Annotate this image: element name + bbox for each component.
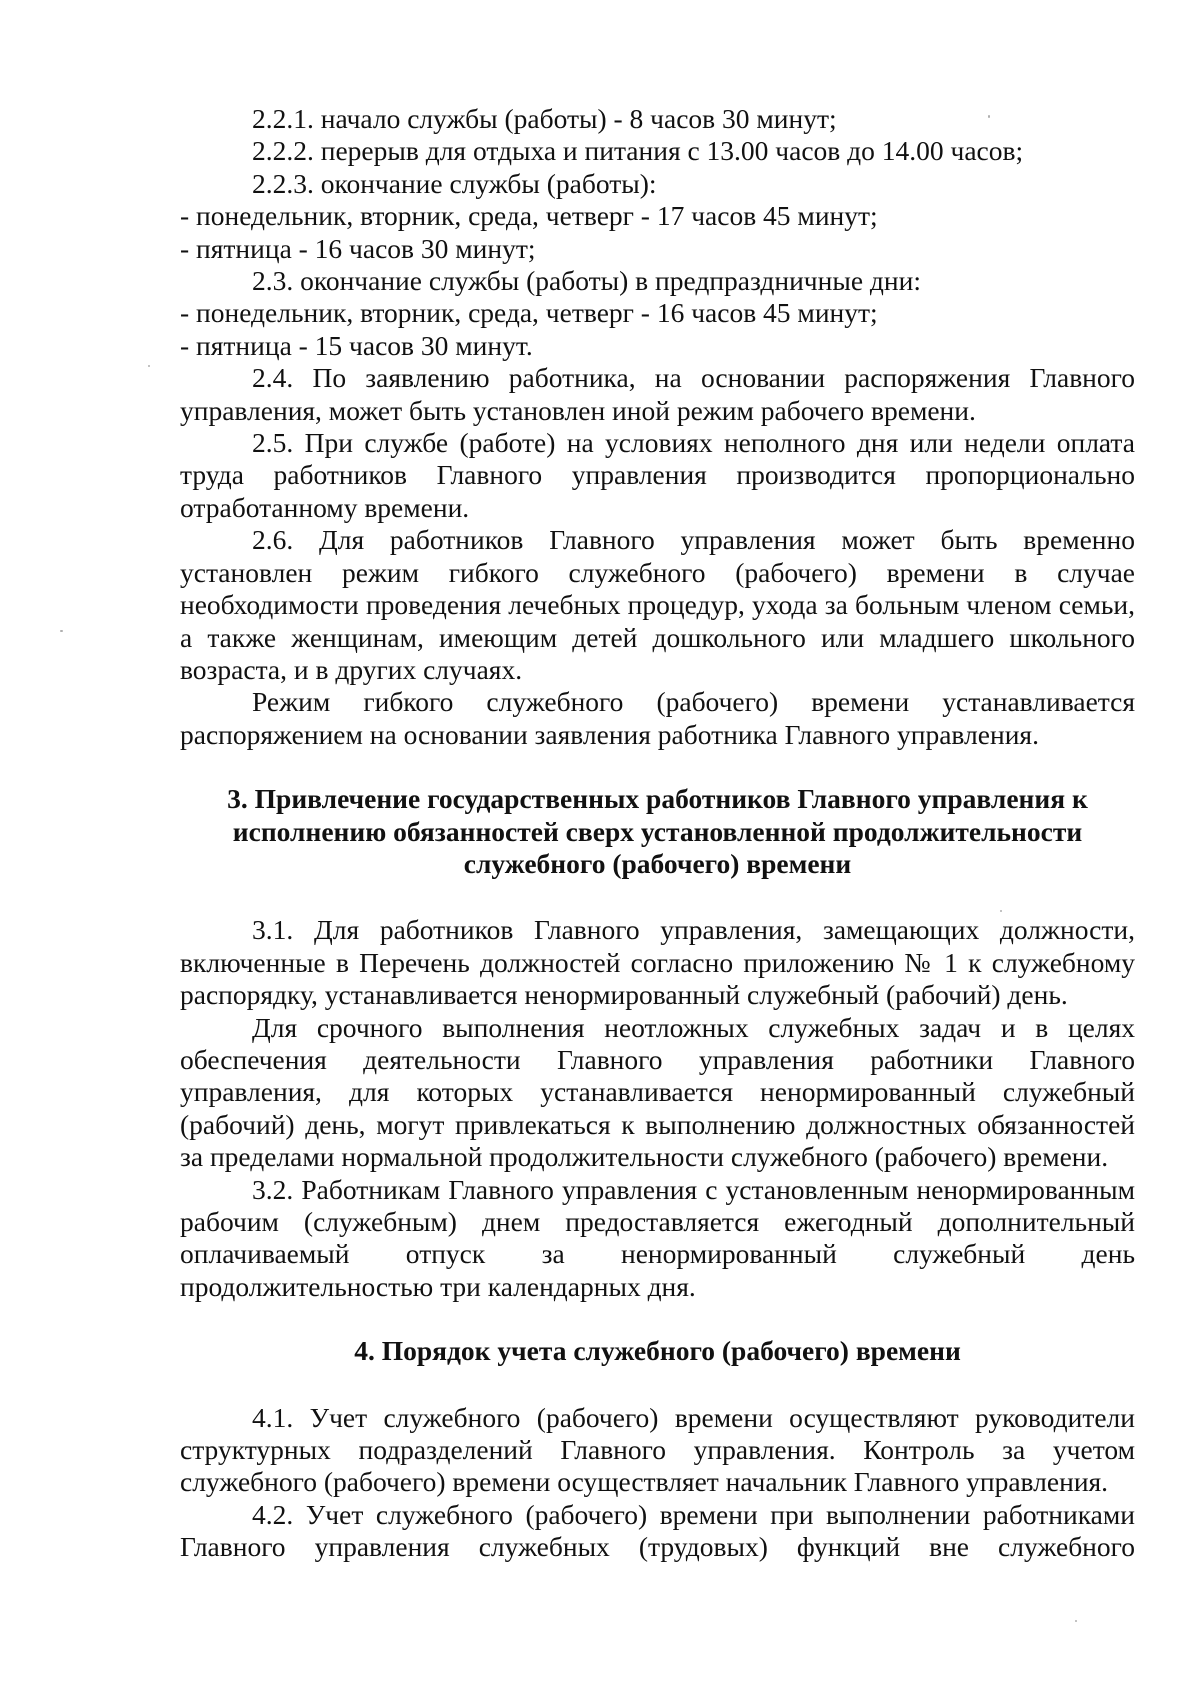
paragraph-3-1: 3.1. Для работников Главного управления, замещающих должности, включенные в Перечень должностей согласно приложению № 1 к служебному распорядку, устанавливается ненормированный служебный (рабочий) день. xyxy=(180,914,1135,1011)
paragraph-3-2: 3.2. Работникам Главного управления с установленным ненормированным рабочим (служебным) днем предоставляется ежегодный дополнительный оплачиваемый отпуск за ненормированный служебный день продолжительностью три календарных дня. xyxy=(180,1173,1135,1302)
scan-speck xyxy=(60,630,63,632)
scan-speck xyxy=(988,115,990,118)
item-2-2-3: 2.2.3. окончание службы (работы): xyxy=(252,167,657,199)
paragraph-2-5: 2.5. При службе (работе) на условиях неполного дня или недели оплата труда работников Главного управления производится пропорционально отработанному времени. xyxy=(180,427,1135,523)
section-3-heading xyxy=(180,783,1135,880)
paragraph-2-6: 2.6. Для работников Главного управления может быть временно установлен режим гибкого служебного (рабочего) времени в случае необходимости проведения лечебных процедур, ухода за больным членом семьи, а также женщинам, имеющим детей дошкольного или младшего школьного возраста, и в других случаях. xyxy=(180,524,1135,685)
spacer xyxy=(180,1368,1135,1402)
scan-speck xyxy=(1075,1620,1077,1622)
section-3-heading-line-2: исполнению обязанностей сверх установленной продолжительности xyxy=(232,815,1083,847)
section-4-heading: 4. Порядок учета служебного (рабочего) времени xyxy=(354,1335,961,1367)
item-friday-end: - пятница - 16 часов 30 минут; xyxy=(180,232,536,264)
paragraph-4-2: 4.2. Учет служебного (рабочего) времени при выполнении работниками Главного управления служебных (трудовых) функций вне служебного xyxy=(180,1498,1135,1563)
paragraph-2-6-flexible: Режим гибкого служебного (рабочего) времени устанавливается распоряжением на основании заявления работника Главного управления. xyxy=(180,686,1135,750)
spacer xyxy=(180,1303,1135,1335)
paragraph-3-1-urgent: Для срочного выполнения неотложных служебных задач и в целях обеспечения деятельности Главного управления работники Главного управления, для которых устанавливается ненормированный служебный (рабочий) день, могут привлекаться к выполнению должностных обязанностей за пределами нормальной продолжительности служебного (рабочего) времени. xyxy=(180,1011,1135,1173)
document-body xyxy=(180,103,1135,1564)
paragraph-4-1: 4.1. Учет служебного (рабочего) времени осуществляют руководители структурных подразделений Главного управления. Контроль за учетом служебного (рабочего) времени осуществляет начальник Главного управления. xyxy=(180,1401,1135,1498)
spacer xyxy=(180,751,1135,783)
item-2-3: 2.3. окончание службы (работы) в предпраздничные дни: xyxy=(252,265,921,297)
item-weekdays-end: - понедельник, вторник, среда, четверг - 17 часов 45 минут; xyxy=(180,200,878,232)
item-preholiday-friday: - пятница - 15 часов 30 минут. xyxy=(180,329,533,361)
spacer xyxy=(180,880,1135,914)
paragraph-2-4: 2.4. По заявлению работника, на основании распоряжения Главного управления, может быть установлен иной режим рабочего времени. xyxy=(180,362,1135,426)
item-preholiday-weekdays: - понедельник, вторник, среда, четверг - 16 часов 45 минут; xyxy=(180,297,878,329)
item-2-2-1: 2.2.1. начало службы (работы) - 8 часов 30 минут; xyxy=(252,103,837,134)
section-3-heading-line-1: 3. Привлечение государственных работников Главного управления к xyxy=(227,783,1088,815)
scan-speck xyxy=(1000,910,1002,912)
section-3-heading-line-3: служебного (рабочего) времени xyxy=(463,847,852,879)
item-2-2-2: 2.2.2. перерыв для отдыха и питания с 13.00 часов до 14.00 часов; xyxy=(252,135,1024,167)
scan-speck xyxy=(148,365,150,367)
